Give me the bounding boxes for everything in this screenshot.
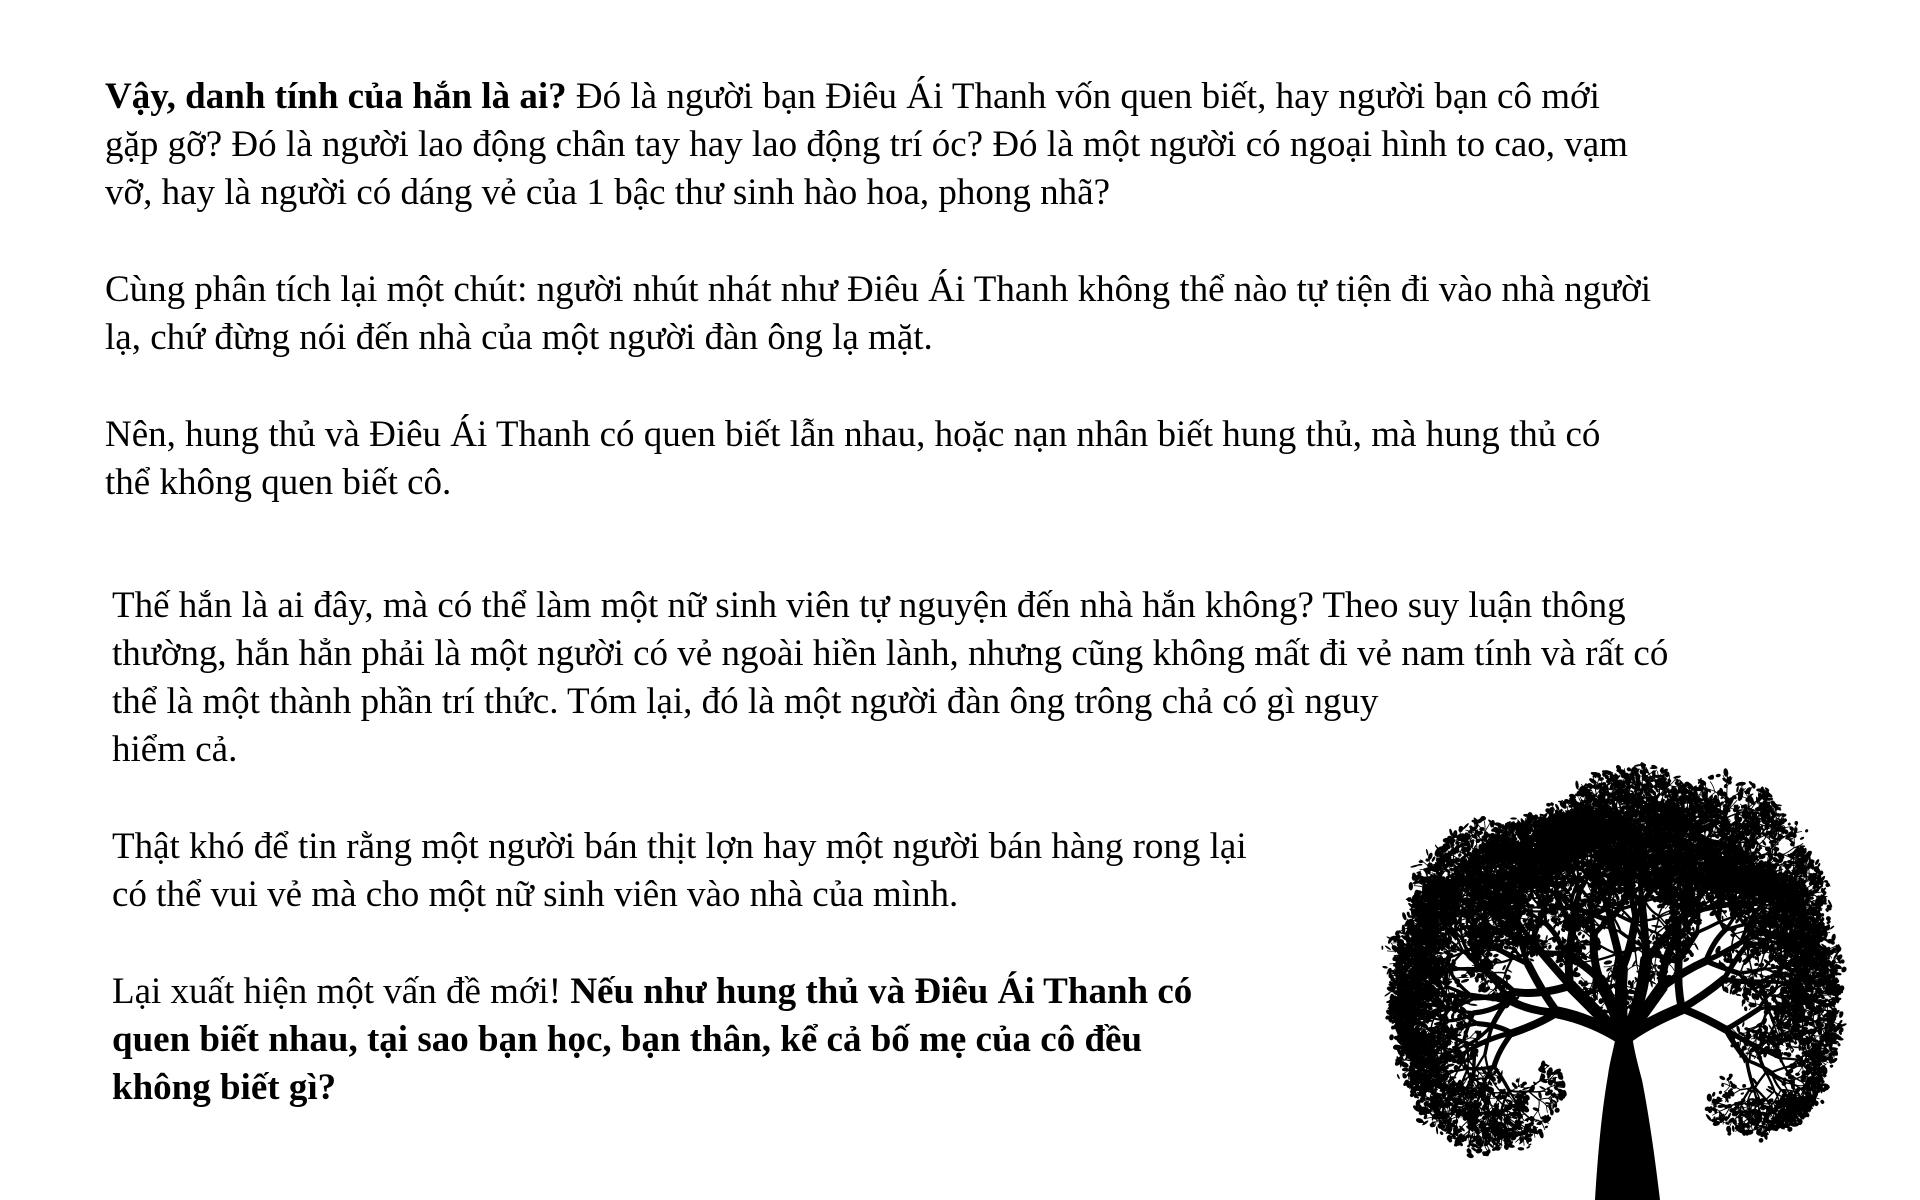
bold-question-line: không biết gì? [112, 1067, 337, 1108]
paragraph-line: lạ, chứ đừng nói đến nhà của một người đàn ông lạ mặt. [105, 317, 933, 358]
paragraph-line: thể không quen biết cô. [105, 462, 452, 503]
tree-branch [1645, 901, 1659, 916]
tree-branch [1494, 972, 1505, 973]
paragraph-conclusion [105, 411, 1600, 507]
paragraph-line: hiểm cả. [112, 729, 238, 770]
bold-lead-question: Vậy, danh tính của hắn là ai? [105, 76, 567, 117]
tree-branch [1534, 1111, 1539, 1117]
paragraph-analysis [105, 266, 1651, 362]
tree-branch [1485, 823, 1490, 832]
paragraph-line: Nên, hung thủ và Điêu Ái Thanh có quen biết lẫn nhau, hoặc nạn nhân biết hung thủ, mà hung thủ có [105, 414, 1601, 455]
paragraph-line: thường, hắn hẳn phải là một người có vẻ ngoài hiền lành, nhưng cũng không mất đi vẻ nam tính và rất có [112, 633, 1669, 674]
tree-branch [1622, 919, 1635, 970]
paragraph-line: Thế hắn là ai đây, mà có thể làm một nữ sinh viên tự nguyện đến nhà hắn không? Theo suy luận thông [112, 585, 1626, 626]
paragraph-new-problem [112, 968, 1192, 1112]
paragraph-line: vỡ, hay là người có dáng vẻ của 1 bậc thư sinh hào hoa, phong nhã? [105, 172, 1110, 213]
paragraph-line [112, 968, 1192, 1016]
text-run: Lại xuất hiện một vấn đề mới! [112, 971, 571, 1012]
bold-question: Nếu như hung thủ và Điêu Ái Thanh có [570, 971, 1193, 1012]
tree-branch [1604, 966, 1612, 967]
tree-branch [1538, 1111, 1541, 1119]
tree-silhouette-icon [1370, 680, 1920, 1200]
paragraph-line: có thể vui vẻ mà cho một nữ sinh viên vào nhà của mình. [112, 874, 959, 915]
paragraph-line: Cùng phân tích lại một chút: người nhút nhát như Điêu Ái Thanh không thể nào tự tiện đi vào nhà người [105, 269, 1652, 310]
paragraph-line: thể là một thành phần trí thức. Tóm lại, đó là một người đàn ông trông chả có gì nguy [112, 681, 1379, 722]
paragraph-unlikely-suspects [112, 823, 1247, 919]
text-run: Đó là người bạn Điêu Ái Thanh vốn quen biết, hay người bạn cô mới [566, 76, 1600, 117]
paragraph-line: gặp gỡ? Đó là người lao động chân tay hay lao động trí óc? Đó là một người có ngoại hình to cao, vạm [105, 124, 1628, 165]
paragraph-line: Thật khó để tin rằng một người bán thịt lợn hay một người bán hàng rong lại [112, 826, 1247, 867]
bold-question-line: quen biết nhau, tại sao bạn học, bạn thân, kể cả bố mẹ của cô đều [112, 1019, 1143, 1060]
paragraph-identity-question [105, 73, 1628, 217]
tree-branch [1642, 903, 1646, 960]
paragraph-line [105, 73, 1628, 121]
tree-branch [1479, 1073, 1485, 1082]
tree-branch [1485, 821, 1486, 831]
